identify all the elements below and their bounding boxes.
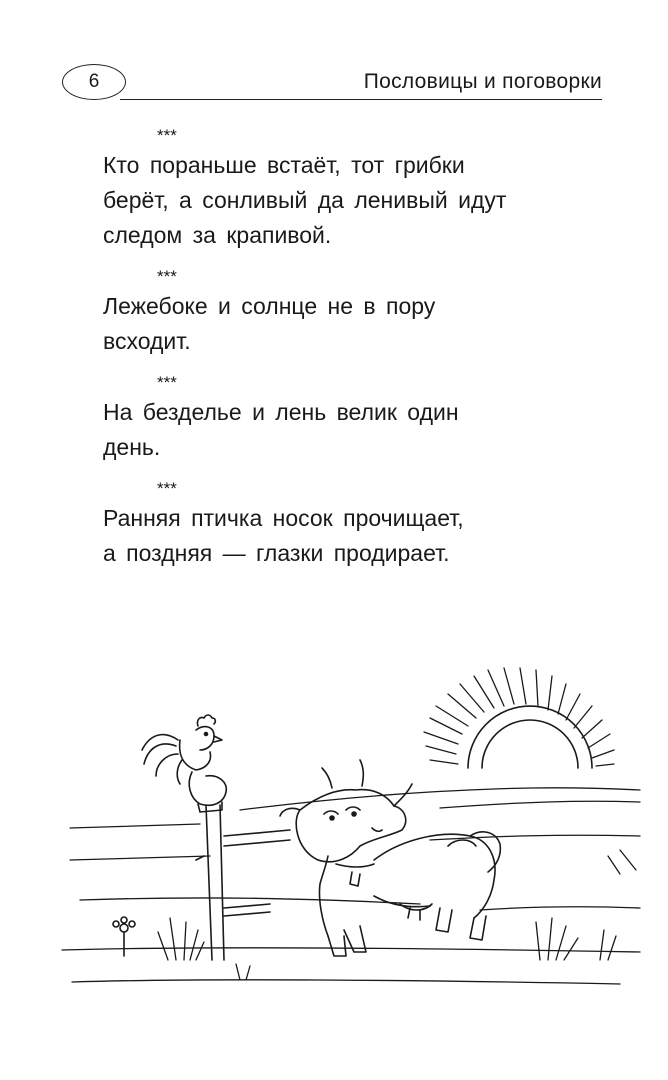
saying-block	[103, 479, 623, 571]
cow	[280, 760, 500, 956]
saying-separator: ***	[157, 126, 177, 145]
saying-block	[103, 267, 623, 359]
rising-sun	[424, 668, 614, 768]
page-number: 6	[88, 71, 100, 92]
saying-separator: ***	[157, 479, 177, 498]
sayings-list	[103, 126, 623, 585]
landscape-lines	[62, 788, 640, 984]
saying-block	[103, 373, 623, 465]
saying-separator: ***	[157, 267, 177, 286]
flower	[113, 917, 135, 956]
saying-separator: ***	[157, 373, 177, 392]
farm-illustration	[0, 660, 668, 990]
saying-text: На безделье и лень велик один день.	[103, 399, 459, 460]
saying-block	[103, 126, 623, 253]
fence	[196, 805, 290, 960]
running-header-title: Пословицы и поговорки	[363, 70, 602, 93]
saying-text: Кто пораньше встаёт, тот грибки берёт, а сонливый да ленивый идут следом за крапивой.	[103, 152, 507, 248]
saying-text: Ранняя птичка носок прочищает, а поздняя — глазки продирает.	[103, 505, 464, 566]
saying-text: Лежебоке и солнце не в пору всходит.	[103, 293, 436, 354]
header-rule	[120, 99, 602, 100]
rooster	[142, 715, 226, 812]
page-number-oval	[62, 64, 126, 100]
